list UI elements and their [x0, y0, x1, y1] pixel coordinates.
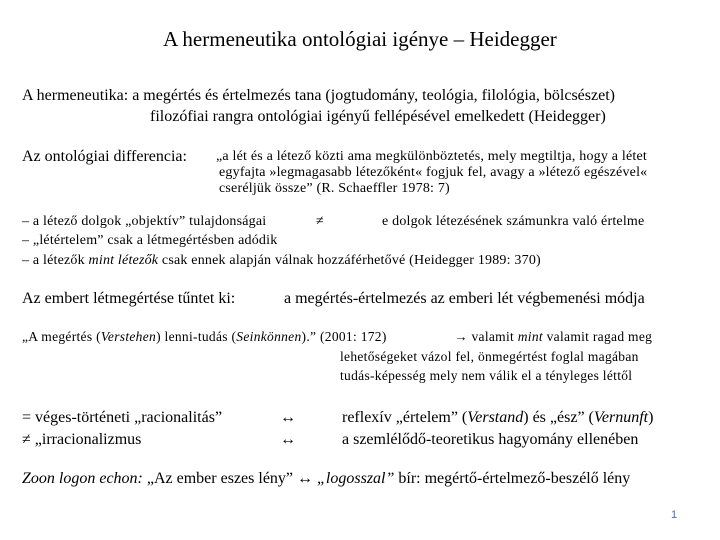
verstehen-quote: „A megértés (Verstehen) lenni-tudás (Seinkönnen).” (2001: 172): [22, 329, 387, 344]
double-arrow-symbol: ↔: [280, 409, 296, 426]
differencia-quote-line1: „a lét és a létező közti ama megkülönböztetés, mely megtiltja, hogy a létet: [216, 149, 647, 164]
verstehen-arrow-line1: → valamit mint valamit ragad meg: [454, 329, 653, 344]
letezo-line1-right: e dolgok létezésének számunkra való értelme: [382, 214, 645, 229]
differencia-quote-line3: cseréljük össze” (R. Schaeffler 1978: 7): [219, 181, 450, 196]
irracionalizmus-right: a szemlélődő-teoretikus hagyomány ellenében: [342, 431, 639, 448]
hermeneutika-definition-line2: filozófiai rangra ontológiai igényű fellépésével emelkedett (Heidegger): [150, 108, 606, 125]
emphasis-text: mint létezők: [88, 253, 159, 268]
racionalitas-left: = véges-történeti „racionalitás”: [22, 409, 223, 426]
page-number: 1: [671, 509, 678, 521]
verstehen-line3: tudás-képesség mely nem válik el a tényleges léttől: [340, 368, 633, 383]
irracionalizmus-left: ≠ „irracionalizmus: [22, 431, 142, 448]
zoon-logon-echon: Zoon logon echon: „Az ember eszes lény” ↔ „logosszal” bír: megértő-értelmező-beszélő lény: [22, 470, 631, 487]
letezo-line2: – „létértelem” csak a létmegértésben adódik: [22, 233, 278, 248]
differencia-quote-line2: egyfajta »legmagasabb létezőként« fogjuk fel, avagy a »létező egészével«: [219, 165, 648, 180]
differencia-label: Az ontológiai differencia:: [22, 148, 187, 165]
page-title: A hermeneutika ontológiai igénye – Heidegger: [163, 27, 557, 51]
double-arrow-symbol-2: ↔: [280, 431, 296, 448]
letmegertes-statement: a megértés-értelmezés az emberi lét végbemenési módja: [284, 290, 645, 307]
letezo-line3: – a létezők mint létezők csak ennek alapján válnak hozzáférhetővé (Heidegger 1989: 370): [22, 253, 541, 268]
letezo-line1-left: – a létező dolgok „objektív” tulajdonságai: [22, 214, 267, 229]
letmegertes-label: Az embert létmegértése tűntet ki:: [22, 290, 236, 307]
hermeneutika-definition-line1: A hermeneutika: a megértés és értelmezés tana (jogtudomány, teológia, filológia, bölcsészet): [22, 87, 615, 104]
racionalitas-right: reflexív „értelem” (Verstand) és „ész” (Vernunft): [342, 409, 654, 426]
not-equal-symbol: ≠: [316, 214, 324, 229]
verstehen-line2: lehetőségeket vázol fel, önmegértést foglal magában: [340, 349, 639, 364]
